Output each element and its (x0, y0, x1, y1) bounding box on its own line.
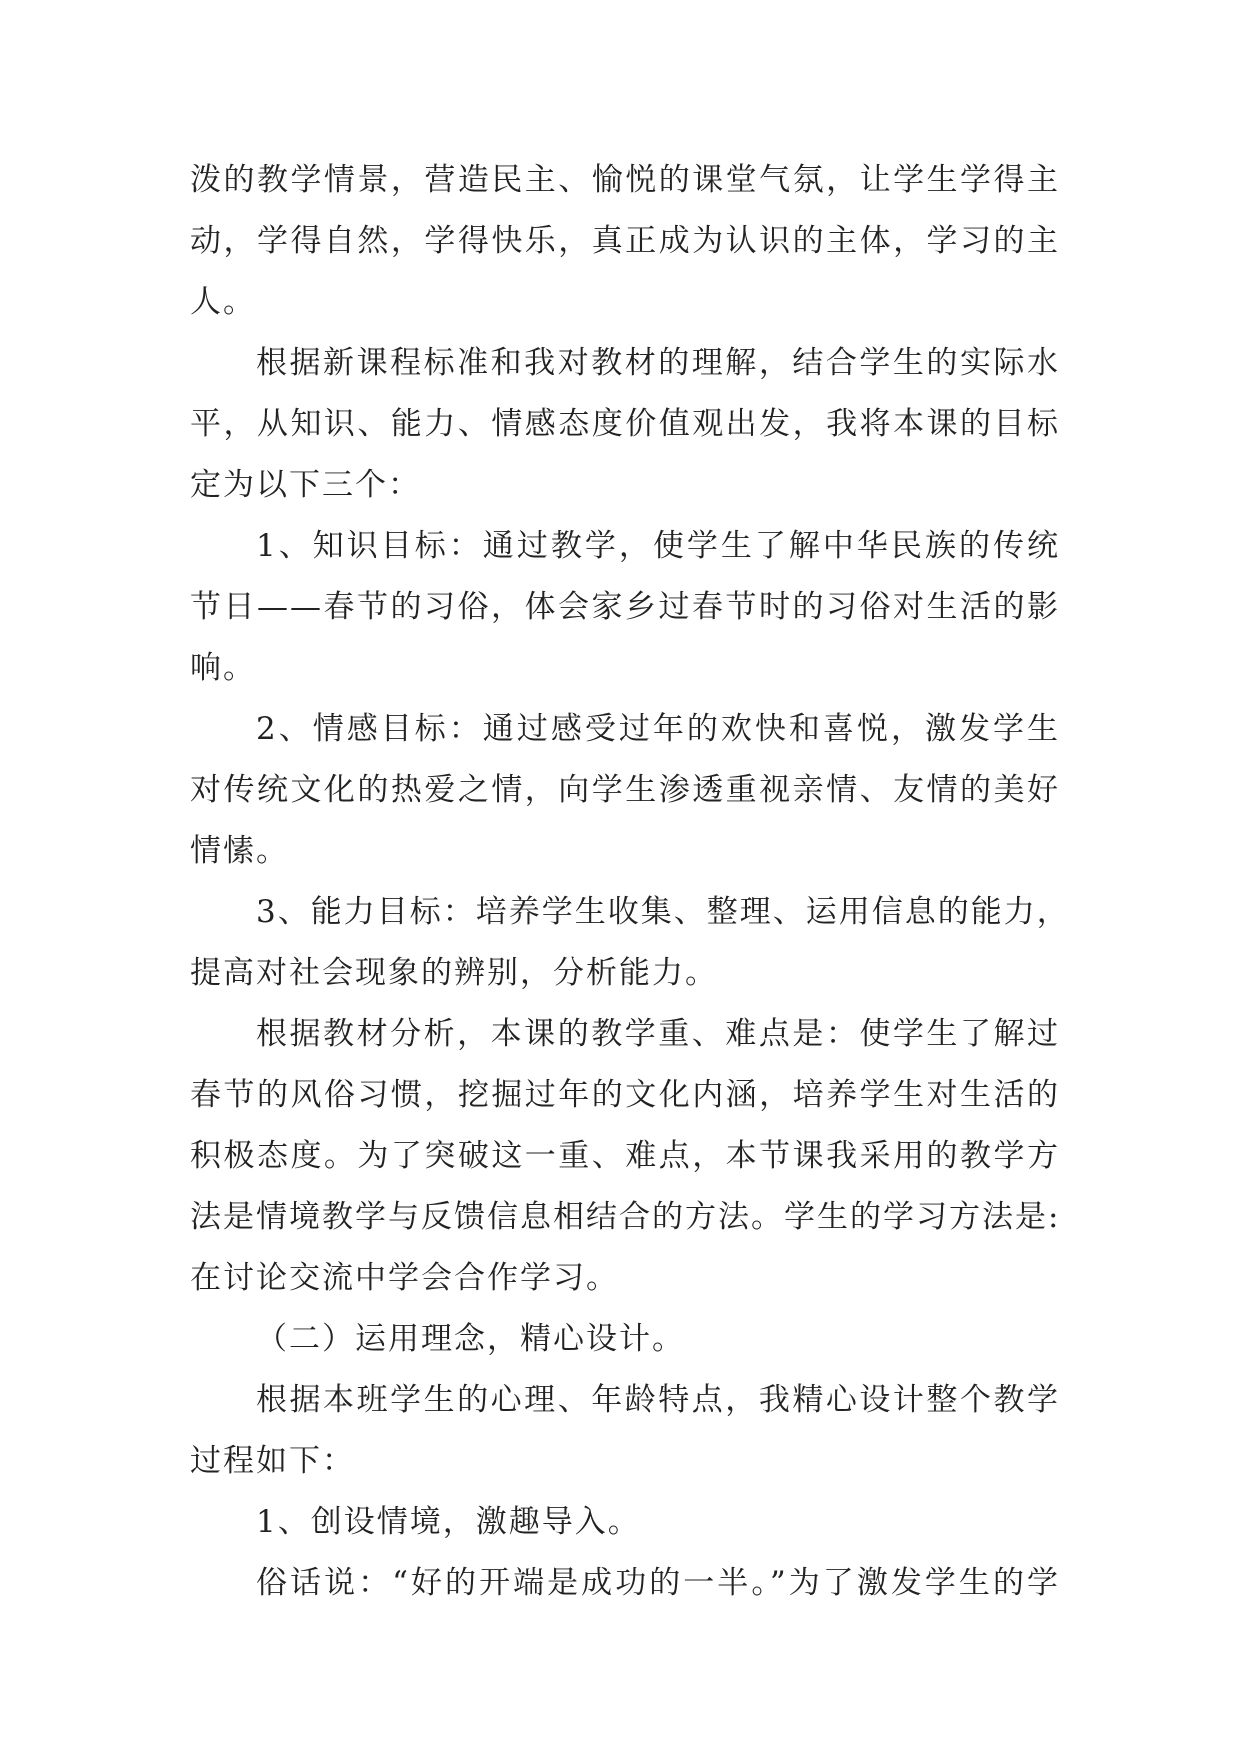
text-line: 定为以下三个： (190, 467, 421, 503)
paragraph (190, 1553, 1060, 1614)
text-line: 过程如下： (190, 1443, 355, 1479)
text-line: 俗话说：“好的开端是成功的一半。”为了激发学生的学 (256, 1565, 1060, 1601)
document-body (190, 150, 1070, 1614)
text-line: 人。 (190, 284, 256, 320)
section-heading (190, 1309, 1060, 1370)
text-line: 积极态度。为了突破这一重、难点，本节课我采用的教学方 (190, 1138, 1060, 1174)
text-line: 根据新课程标准和我对教材的理解，结合学生的实际水 (256, 345, 1060, 381)
text-line: 1、创设情境，激趣导入。 (256, 1504, 641, 1540)
paragraph (190, 1492, 1060, 1553)
text-line: 2、情感目标：通过感受过年的欢快和喜悦，激发学生 (256, 711, 1060, 747)
text-line: 动，学得自然，学得快乐，真正成为认识的主体，学习的主 (190, 223, 1060, 259)
text-line: 平，从知识、能力、情感态度价值观出发，我将本课的目标 (190, 406, 1060, 442)
paragraph (190, 1004, 1060, 1309)
text-line: 响。 (190, 650, 256, 686)
paragraph (190, 516, 1060, 699)
text-line: 1、知识目标：通过教学，使学生了解中华民族的传统 (256, 528, 1060, 564)
text-line: 对传统文化的热爱之情，向学生渗透重视亲情、友情的美好 (190, 772, 1060, 808)
text-line: 情愫。 (190, 833, 289, 869)
text-line: 在讨论交流中学会合作学习。 (190, 1260, 619, 1296)
text-line: 根据本班学生的心理、年龄特点，我精心设计整个教学 (256, 1382, 1060, 1418)
text-line: （二）运用理念，精心设计。 (256, 1321, 685, 1357)
text-line: 法是情境教学与反馈信息相结合的方法。学生的学习方法是: (190, 1199, 1061, 1235)
text-line: 泼的教学情景，营造民主、愉悦的课堂气氛，让学生学得主 (190, 162, 1060, 198)
paragraph (190, 882, 1070, 1004)
text-line: 春节的风俗习惯，挖掘过年的文化内涵，培养学生对生活的 (190, 1077, 1060, 1113)
paragraph (190, 150, 1060, 333)
text-line: 3、能力目标：培养学生收集、整理、运用信息的能力， (256, 894, 1070, 930)
text-line: 根据教材分析，本课的教学重、难点是：使学生了解过 (256, 1016, 1060, 1052)
paragraph (190, 699, 1060, 882)
paragraph (190, 333, 1060, 516)
paragraph (190, 1370, 1060, 1492)
text-line: 提高对社会现象的辨别，分析能力。 (190, 955, 718, 991)
text-line: 节日——春节的习俗，体会家乡过春节时的习俗对生活的影 (190, 589, 1060, 625)
